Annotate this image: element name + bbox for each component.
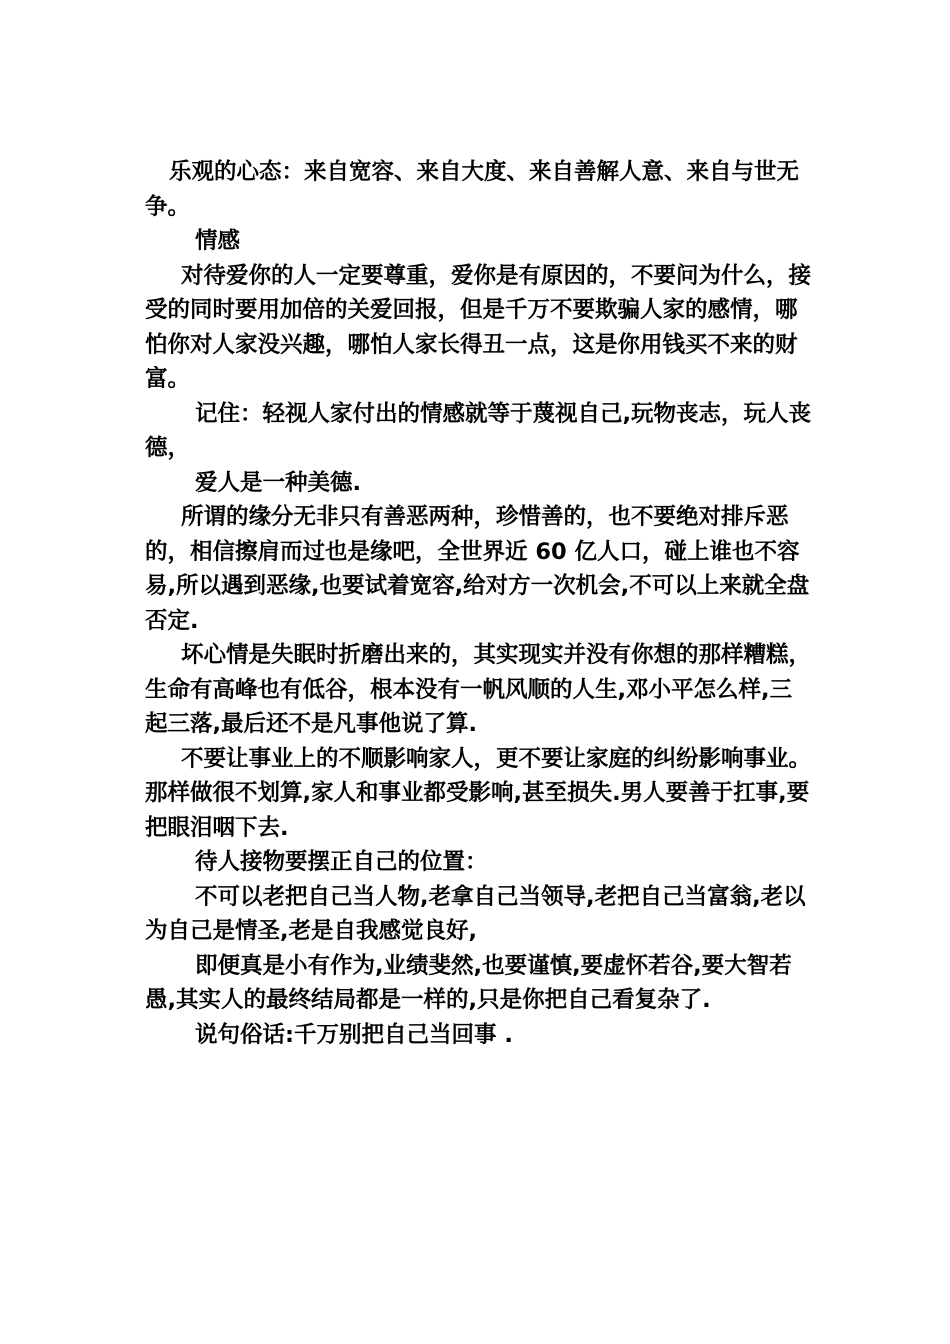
paragraph-fate: 所谓的缘分无非只有善恶两种，珍惜善的，也不要绝对排斥恶的，相信擦肩而过也是缘吧，全世界近 60 亿人口，碰上谁也不容易,所以遇到恶缘,也要试着宽容,给对方一次机会,不可以上来就全盘否定. (145, 504, 810, 634)
document-body (145, 155, 813, 1052)
paragraph-saying: 说句俗话:千万别把自己当回事 . (195, 1021, 513, 1048)
paragraph-love-virtue: 爱人是一种美德. (195, 469, 362, 496)
paragraph-modesty: 即便真是小有作为,业绩斐然,也要谨慎,要虚怀若谷,要大智若愚,其实人的最终结局都是一样的,只是你把自己看复杂了. (145, 952, 792, 1013)
paragraph-position: 待人接物要摆正自己的位置： (195, 849, 488, 875)
paragraph-bad-mood: 坏心情是失眠时折磨出来的，其实现实并没有你想的那样糟糕，生命有高峰也有低谷，根本没有一帆风顺的人生,邓小平怎么样,三起三落,最后还不是凡事他说了算. (145, 642, 812, 737)
paragraph-remember: 记住：轻视人家付出的情感就等于蔑视自己,玩物丧志，玩人丧德， (145, 400, 812, 461)
paragraph-optimism: 乐观的心态：来自宽容、来自大度、来自善解人意、来自与世无争。 (145, 159, 800, 220)
paragraph-respect-love: 对待爱你的人一定要尊重，爱你是有原因的，不要问为什么，接受的同时要用加倍的关爱回报，但是千万不要欺骗人家的感情，哪怕你对人家没兴趣，哪怕人家长得丑一点，这是你用钱买不来的财富。 (145, 262, 812, 392)
heading-emotion: 情感 (195, 228, 241, 254)
paragraph-not-self-important: 不可以老把自己当人物,老拿自己当领导,老把自己当富翁,老以为自己是情圣,老是自我感觉良好, (145, 883, 806, 944)
paragraph-career-family: 不要让事业上的不顺影响家人，更不要让家庭的纠纷影响事业。那样做很不划算,家人和事业都受影响,甚至损失.男人要善于扛事,要把眼泪咽下去. (145, 745, 812, 841)
